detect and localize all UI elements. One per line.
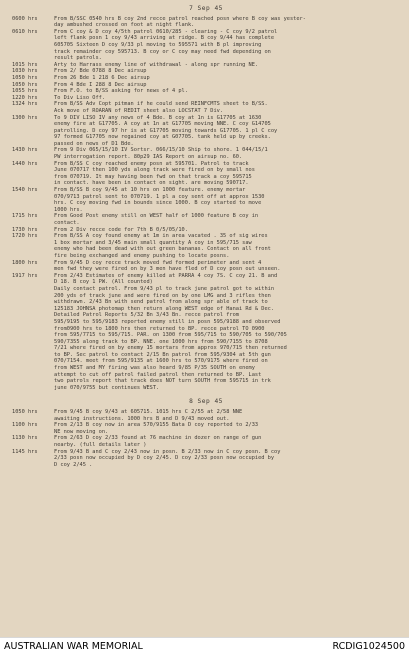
entry-line: From 2/43 Estimates of enemy killed at PARRA 4 coy 7S. C coy 21. B and — [54, 272, 278, 279]
entry-line: 605705 Sixteen D coy 9/33 pl moving to 595571 with B pl improving — [54, 41, 262, 48]
entry-line: From B/SS C coy reached enemy posn at 595701. Patrol to track — [54, 160, 249, 167]
entry-line: From 2/63 D coy 2/33 found at 76 machine in dozer on range of gun — [54, 435, 262, 442]
diary-entry — [12, 233, 400, 259]
entry-line: From B/SSC 0540 hrs B coy 2nd recce patrol reached posn where B coy was yester- — [54, 15, 306, 22]
entry-time: 1440 hrs — [12, 160, 38, 167]
entry-text — [54, 88, 400, 95]
entry-line: 1000 hrs. — [54, 206, 83, 213]
entry-text — [54, 227, 400, 234]
entry-text — [54, 435, 400, 448]
entry-line: From 9/45 B coy 9/43 at 605715. 1015 hrs C 2/55 at 2/58 NNE — [54, 409, 243, 416]
entry-line: withdrawn. 2/43 Bn with send patrol from along spr able of track to — [54, 299, 268, 306]
diary-entry — [12, 88, 400, 95]
date-heading: 8 Sep 45 — [189, 398, 223, 406]
entry-line: left flank posn 1 coy 9/43 arriving at ridge. B coy 9/44 has complete — [54, 35, 275, 42]
entry-line: From B/SS Adv Copt pitman if he could send REINFCMTS sheet to B/SS. — [54, 101, 268, 108]
entry-text — [54, 68, 400, 75]
diary-entry — [12, 286, 400, 392]
diary-entry — [12, 75, 400, 82]
entry-line: 070/9713 patrol sent to 070719. 1 pl a coy sent off at approx 1530 — [54, 193, 265, 200]
entry-time: 1100 hrs — [12, 422, 38, 429]
entry-line: 595/9195 to 595/9183 reported enemy still in posn 595/9188 and observed — [54, 318, 281, 325]
entry-text — [54, 29, 400, 62]
entry-line: nearby. (full details later ) — [54, 442, 147, 448]
entry-text — [54, 273, 400, 286]
diary-entry — [12, 147, 400, 160]
entry-line: From C coy & D coy 4/5th patrol 0610/285 - clearing - C coy 9/2 patrol — [54, 28, 278, 35]
entry-time: 1540 hrs — [12, 187, 38, 194]
entry-line: men fwd they were fired on by 3 men have fled of D coy posn out unseen. — [54, 266, 281, 273]
diary-entry — [12, 409, 400, 422]
entry-line: From B/SS A coy found enemy at 1m in area vacated . 35 of sig wires — [54, 233, 268, 240]
entry-time: 1050 hrs — [12, 74, 38, 81]
entry-text — [54, 213, 400, 226]
entry-line: From 9 Div 065/15/10 IV Sortsr. 066/15/10 Ship to shore. 1 044/15/1 — [54, 147, 268, 154]
entry-text — [54, 75, 400, 82]
entry-line: two patrols report that track does NOT turn SOUTH from 595715 in trk — [54, 378, 271, 385]
entry-text — [54, 187, 400, 213]
entry-time: 1030 hrs — [12, 68, 38, 75]
entry-line: 1 box mortar and 3/45 main small quantity A coy in 595/715 saw — [54, 239, 252, 246]
entry-line: PW interrogation report. 80p29 IAS Report on airsup no. 60. — [54, 154, 243, 161]
entry-line: enemy fire at G17705. A coy at 1n at G17705 moving NNE. C coy G14705 — [54, 121, 271, 128]
entry-text — [54, 147, 400, 160]
diary-entry — [12, 273, 400, 286]
entry-line: To 9 DIV LISO IV any news of 4 Bde. B coy at 1n is G17705 at 1630 — [54, 114, 262, 121]
entry-time: 1050 hrs — [12, 409, 38, 416]
entry-time: 1324 hrs — [12, 101, 38, 108]
entry-time: 1220 hrs — [12, 94, 38, 101]
entry-line: fire being exchanged and enemy pushing to locate posns. — [54, 252, 230, 259]
entry-line: NE now moving on. — [54, 428, 109, 435]
footer-record-id: RCDIG1024500 — [332, 641, 405, 652]
entry-text — [54, 233, 400, 259]
entry-line: D 18. B coy 1 PW. (All counted) — [54, 279, 153, 286]
entry-time: 1145 hrs — [12, 448, 38, 455]
entry-text — [54, 95, 400, 102]
entry-time: 1730 hrs — [12, 226, 38, 233]
archive-footer — [0, 637, 409, 655]
entry-line: 7/21 where fired on by enemy 15 mortars from approx 970/715 then returned — [54, 345, 287, 352]
entry-text — [54, 62, 400, 69]
entry-line: 200 yds of track june and were fired on by one LMG and 3 rifles then — [54, 292, 271, 299]
entry-time: 1917 hrs — [12, 272, 38, 279]
diary-entry — [12, 161, 400, 187]
entry-time — [12, 286, 54, 392]
footer-institution: AUSTRALIAN WAR MEMORIAL — [4, 641, 143, 652]
entry-line: june 070/9755 but continues WEST. — [54, 384, 160, 391]
entry-line: in contact. have been in contact on sight. are moving 590717. — [54, 180, 249, 187]
entry-time: 1015 hrs — [12, 61, 38, 68]
entry-line: D coy 2/45 . — [54, 461, 93, 468]
entry-text — [54, 16, 400, 29]
war-diary-text — [12, 4, 400, 468]
entry-text — [54, 409, 400, 422]
entry-text — [54, 260, 400, 273]
diary-entry — [12, 260, 400, 273]
diary-entry — [12, 62, 400, 69]
entry-text — [54, 101, 400, 114]
entry-line: to BP. Sec patrol to contact 2/15 Bn patrol from 595/9304 at 5th gun — [54, 351, 271, 358]
entry-line: attempt to cut off patrol failed patrol then returned to BP. Last — [54, 371, 262, 378]
entry-line: From 4 Bde I 288 8 Dec airsup — [54, 81, 147, 88]
entry-line: Arty to Harrass enemy line of withdrawal - along spr running NE. — [54, 61, 259, 68]
entry-text — [54, 449, 400, 469]
entry-line: passed on news of D1 Bde. — [54, 140, 134, 147]
entry-time: 0600 hrs — [12, 15, 38, 22]
diary-entry — [12, 16, 400, 29]
entry-line: from 070719. It may having been fwd on that track a coy 595715 — [54, 173, 252, 180]
entry-text — [54, 286, 400, 392]
entry-time: 1800 hrs — [12, 259, 38, 266]
entry-line: From F.O. to B/SS asking for news of 4 pl. — [54, 88, 188, 95]
entry-line: from0900 hrs to 1800 hrs then returned to BP. recce patrol TO 0900 — [54, 325, 265, 332]
entry-time: 1050 hrs — [12, 81, 38, 88]
entry-line: Ack move of ROARAN of REDIT sheet also LOCSTAT 7 Div. — [54, 107, 224, 114]
entry-line: To Div Liso Off. — [54, 94, 106, 101]
entry-line: 97 formed G17705 now regained coy at G07705. tank held up by creeks. — [54, 134, 271, 141]
entry-line: From 9/43 B and C coy 2/43 now in posn. B 2/33 now in C coy posn. B coy — [54, 448, 281, 455]
entry-time: 1715 hrs — [12, 213, 38, 220]
entry-line: result patrols. — [54, 55, 102, 62]
entry-line: From 2/ Bde 0788 8 Dec airsup — [54, 68, 147, 75]
diary-entry — [12, 68, 400, 75]
entry-line: patrolling. D coy 97 hr is at G17705 moving towards G17705. 1 pl C coy — [54, 127, 278, 134]
entry-line: From B/SS B coy 9/45 at 10 hrs on 1000 feature. enemy mortar — [54, 187, 246, 194]
diary-entry — [12, 422, 400, 435]
diary-entry — [12, 29, 400, 62]
diary-entry — [12, 213, 400, 226]
entry-line: awaiting instructions. 1000 hrs B and D 9/43 moved out. — [54, 415, 230, 422]
diary-entry — [12, 82, 400, 89]
diary-entry — [12, 95, 400, 102]
entry-line: Daily contact patrol. From 9/43 pl to track june patrol got to within — [54, 285, 275, 292]
entry-text — [54, 115, 400, 148]
entry-line: 070/7154. meet from 595/9135 at 1600 hrs to 570/9175 where fired on — [54, 358, 268, 365]
entry-line: track remainder coy 595713. B coy or C coy may need fwd depending on — [54, 48, 271, 55]
entry-line: From 2 Div recce code for 7th B 0/5/05/10. — [54, 226, 188, 233]
diary-entry — [12, 449, 400, 469]
entry-line: from WEST and MY firing was also heard 9/85 P/35 SOUTH on enemy — [54, 365, 255, 372]
entry-time: 1720 hrs — [12, 233, 38, 240]
entry-line: enemy who had been dead with out green bananas. Contact on all front — [54, 246, 271, 253]
entry-line: hrs. C coy moving fwd in bounds since 1000. B coy started to move — [54, 200, 262, 207]
entry-line: from 595/7715 to 595/715. PAR. on 1300 from 595/715 to 590/705 to 590/705 — [54, 332, 287, 339]
entry-line: From 2/13 B coy now in area 570/9155 Bata D coy reported to 2/33 — [54, 422, 259, 429]
entry-line: From 9/45 D coy recce track moved fwd formed perimeter and sent 4 — [54, 259, 262, 266]
entry-line: contact. — [54, 220, 80, 226]
entry-time: 1055 hrs — [12, 88, 38, 95]
entry-line: June 070717 then 100 yds along track were fired on by small nos — [54, 167, 255, 174]
entry-time: 0610 hrs — [12, 28, 38, 35]
entry-text — [54, 422, 400, 435]
entry-line: day ambushed crossed on foot at night flank. — [54, 22, 195, 29]
entry-line: Detailed Patrol Reports 5/32 Bn 3/43 Bn. recce patrol from — [54, 312, 239, 319]
entry-time: 1130 hrs — [12, 435, 38, 442]
entry-line: 2/33 posn now occupied by D coy 2/45. D coy 2/33 posn now occupied by — [54, 455, 275, 462]
diary-entry — [12, 187, 400, 213]
entry-line: 125183 JOHNSA photomap then return along WEST edge of Hanai Rd & Dec. — [54, 305, 275, 312]
entry-line: From 26 Bde 1 218 6 Dec airsup — [54, 74, 150, 81]
diary-entry — [12, 101, 400, 114]
entry-line: From Good Post enemy still on WEST half of 1000 feature B coy in — [54, 213, 259, 220]
diary-entry — [12, 227, 400, 234]
entry-line: 590/7355 along track to BP. NNE. one 1000 hrs from 590/7155 to 8708 — [54, 338, 268, 345]
entry-time: 1300 hrs — [12, 114, 38, 121]
entry-time: 1430 hrs — [12, 147, 38, 154]
diary-entry — [12, 435, 400, 448]
entry-text — [54, 82, 400, 89]
date-heading: 7 Sep 45 — [189, 5, 223, 12]
entry-text — [54, 161, 400, 187]
diary-entry — [12, 115, 400, 148]
